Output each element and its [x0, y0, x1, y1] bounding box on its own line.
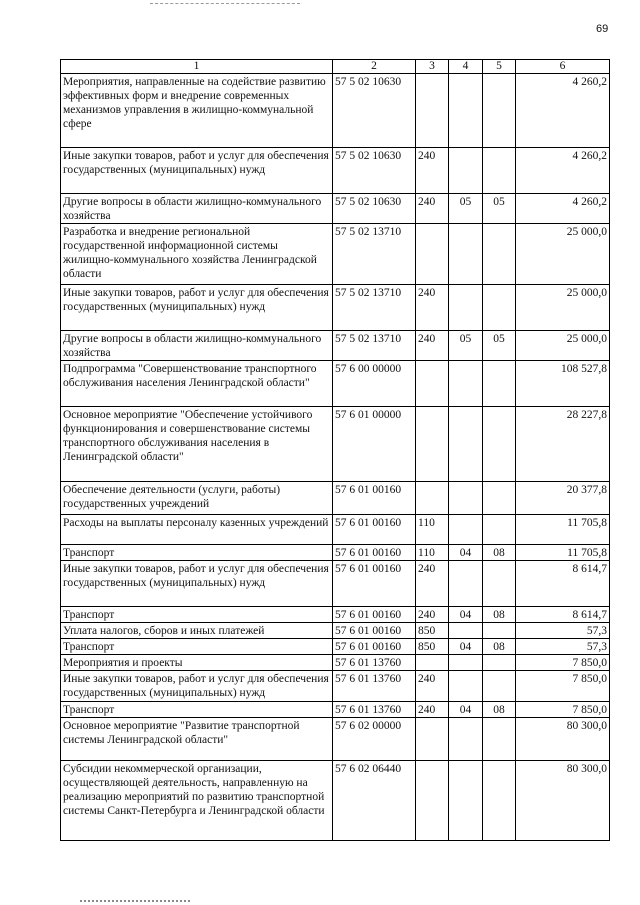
table-body	[61, 74, 610, 841]
cell-pr	[483, 561, 516, 607]
cell-amount: 4 260,2	[516, 74, 610, 148]
cell-amount: 11 705,8	[516, 545, 610, 561]
cell-name: Транспорт	[61, 639, 333, 655]
cell-rz: 04	[449, 545, 483, 561]
cell-amount: 7 850,0	[516, 702, 610, 718]
cell-vr: 240	[416, 702, 449, 718]
table-row	[61, 407, 610, 482]
cell-code: 57 6 01 13760	[333, 655, 416, 671]
cell-vr	[416, 361, 449, 407]
cell-rz	[449, 148, 483, 194]
cell-name: Мероприятия, направленные на содействие развитию эффективных форм и внедрение современных механизмов управления в жилищно-коммунальной сфере	[61, 74, 333, 148]
cell-vr	[416, 224, 449, 285]
table-row	[61, 224, 610, 285]
cell-code: 57 6 01 00160	[333, 639, 416, 655]
cell-rz	[449, 561, 483, 607]
table-row	[61, 545, 610, 561]
cell-name: Основное мероприятие "Развитие транспортной системы Ленинградской области"	[61, 718, 333, 761]
cell-vr	[416, 407, 449, 482]
table-row	[61, 515, 610, 545]
cell-amount: 57,3	[516, 639, 610, 655]
cell-code: 57 6 02 06440	[333, 761, 416, 841]
cell-vr: 850	[416, 623, 449, 639]
cell-code: 57 5 02 13710	[333, 331, 416, 361]
col-header-pr: 5	[483, 60, 516, 74]
table-row	[61, 761, 610, 841]
cell-amount: 11 705,8	[516, 515, 610, 545]
cell-name: Основное мероприятие "Обеспечение устойчивого функционирования и совершенствование системы транспортного обслуживания населения в Ленинградской области"	[61, 407, 333, 482]
cell-rz	[449, 224, 483, 285]
scan-edge-mark-bottom	[80, 900, 190, 902]
col-header-amount: 6	[516, 60, 610, 74]
cell-pr: 05	[483, 194, 516, 224]
cell-pr	[483, 623, 516, 639]
table-row	[61, 671, 610, 702]
cell-name: Подпрограмма "Совершенствование транспортного обслуживания населения Ленинградской области"	[61, 361, 333, 407]
cell-rz: 04	[449, 607, 483, 623]
cell-vr: 240	[416, 331, 449, 361]
cell-amount: 80 300,0	[516, 761, 610, 841]
cell-name: Мероприятия и проекты	[61, 655, 333, 671]
cell-pr: 08	[483, 639, 516, 655]
cell-code: 57 6 02 00000	[333, 718, 416, 761]
cell-pr	[483, 285, 516, 331]
cell-name: Другие вопросы в области жилищно-коммунального хозяйства	[61, 331, 333, 361]
cell-amount: 28 227,8	[516, 407, 610, 482]
cell-name: Субсидии некоммерческой организации, осуществляющей деятельность, направленную на реализацию мероприятий по развитию транспортной системы Санкт-Петербурга и Ленинградской области	[61, 761, 333, 841]
cell-rz	[449, 407, 483, 482]
cell-rz	[449, 671, 483, 702]
cell-vr: 240	[416, 148, 449, 194]
col-header-name: 1	[61, 60, 333, 74]
cell-name: Уплата налогов, сборов и иных платежей	[61, 623, 333, 639]
cell-amount: 80 300,0	[516, 718, 610, 761]
cell-name: Обеспечение деятельности (услуги, работы) государственных учреждений	[61, 482, 333, 515]
cell-amount: 57,3	[516, 623, 610, 639]
cell-name: Транспорт	[61, 702, 333, 718]
cell-pr	[483, 671, 516, 702]
cell-vr: 240	[416, 561, 449, 607]
cell-pr	[483, 482, 516, 515]
cell-rz	[449, 515, 483, 545]
table-row	[61, 623, 610, 639]
cell-rz: 05	[449, 194, 483, 224]
cell-pr: 08	[483, 545, 516, 561]
cell-code: 57 6 01 13760	[333, 671, 416, 702]
cell-name: Иные закупки товаров, работ и услуг для обеспечения государственных (муниципальных) нужд	[61, 671, 333, 702]
cell-code: 57 5 02 10630	[333, 148, 416, 194]
cell-code: 57 6 01 00160	[333, 561, 416, 607]
col-header-code: 2	[333, 60, 416, 74]
table-header-row	[61, 60, 610, 74]
cell-code: 57 5 02 13710	[333, 285, 416, 331]
cell-vr: 850	[416, 639, 449, 655]
cell-amount: 7 850,0	[516, 671, 610, 702]
cell-amount: 8 614,7	[516, 607, 610, 623]
cell-vr: 240	[416, 607, 449, 623]
cell-code: 57 5 02 13710	[333, 224, 416, 285]
cell-amount: 25 000,0	[516, 331, 610, 361]
cell-rz	[449, 761, 483, 841]
cell-rz	[449, 623, 483, 639]
cell-code: 57 6 01 00160	[333, 515, 416, 545]
table-row	[61, 655, 610, 671]
cell-name: Транспорт	[61, 545, 333, 561]
table-row	[61, 702, 610, 718]
cell-pr	[483, 761, 516, 841]
cell-rz: 05	[449, 331, 483, 361]
table-row	[61, 331, 610, 361]
cell-pr	[483, 718, 516, 761]
cell-pr	[483, 224, 516, 285]
table-row	[61, 639, 610, 655]
col-header-vr: 3	[416, 60, 449, 74]
cell-amount: 4 260,2	[516, 194, 610, 224]
cell-code: 57 5 02 10630	[333, 194, 416, 224]
table-row	[61, 607, 610, 623]
table-row	[61, 148, 610, 194]
cell-code: 57 6 01 00160	[333, 482, 416, 515]
cell-vr	[416, 718, 449, 761]
cell-vr	[416, 74, 449, 148]
cell-vr: 110	[416, 545, 449, 561]
cell-name: Транспорт	[61, 607, 333, 623]
cell-vr: 110	[416, 515, 449, 545]
table-row	[61, 482, 610, 515]
cell-name: Иные закупки товаров, работ и услуг для обеспечения государственных (муниципальных) нужд	[61, 285, 333, 331]
cell-pr	[483, 407, 516, 482]
table-row	[61, 74, 610, 148]
cell-name: Разработка и внедрение региональной государственной информационной системы жилищно-коммунального хозяйства Ленинградской области	[61, 224, 333, 285]
cell-pr	[483, 148, 516, 194]
table-row	[61, 718, 610, 761]
table-row	[61, 285, 610, 331]
cell-pr	[483, 515, 516, 545]
cell-rz	[449, 655, 483, 671]
cell-pr: 05	[483, 331, 516, 361]
cell-rz: 04	[449, 702, 483, 718]
table-row	[61, 194, 610, 224]
cell-pr	[483, 74, 516, 148]
cell-code: 57 5 02 10630	[333, 74, 416, 148]
cell-code: 57 6 01 00000	[333, 407, 416, 482]
cell-name: Иные закупки товаров, работ и услуг для обеспечения государственных (муниципальных) нужд	[61, 148, 333, 194]
cell-amount: 7 850,0	[516, 655, 610, 671]
budget-table	[60, 59, 610, 841]
cell-rz	[449, 361, 483, 407]
cell-vr	[416, 655, 449, 671]
cell-name: Другие вопросы в области жилищно-коммунального хозяйства	[61, 194, 333, 224]
cell-amount: 4 260,2	[516, 148, 610, 194]
cell-vr	[416, 761, 449, 841]
cell-code: 57 6 01 13760	[333, 702, 416, 718]
cell-vr	[416, 482, 449, 515]
page-number: 69	[596, 23, 609, 35]
col-header-rz: 4	[449, 60, 483, 74]
cell-code: 57 6 00 00000	[333, 361, 416, 407]
cell-name: Иные закупки товаров, работ и услуг для обеспечения государственных (муниципальных) нужд	[61, 561, 333, 607]
cell-pr	[483, 361, 516, 407]
cell-pr: 08	[483, 607, 516, 623]
cell-vr: 240	[416, 285, 449, 331]
cell-rz	[449, 482, 483, 515]
cell-vr: 240	[416, 671, 449, 702]
cell-rz	[449, 718, 483, 761]
cell-pr	[483, 655, 516, 671]
cell-rz	[449, 285, 483, 331]
cell-code: 57 6 01 00160	[333, 607, 416, 623]
cell-pr: 08	[483, 702, 516, 718]
cell-rz	[449, 74, 483, 148]
cell-amount: 20 377,8	[516, 482, 610, 515]
cell-amount: 8 614,7	[516, 561, 610, 607]
cell-rz: 04	[449, 639, 483, 655]
table-row	[61, 561, 610, 607]
cell-vr: 240	[416, 194, 449, 224]
cell-code: 57 6 01 00160	[333, 623, 416, 639]
cell-name: Расходы на выплаты персоналу казенных учреждений	[61, 515, 333, 545]
cell-code: 57 6 01 00160	[333, 545, 416, 561]
table-row	[61, 361, 610, 407]
cell-amount: 25 000,0	[516, 285, 610, 331]
cell-amount: 108 527,8	[516, 361, 610, 407]
cell-amount: 25 000,0	[516, 224, 610, 285]
scan-edge-mark-top	[150, 3, 300, 4]
